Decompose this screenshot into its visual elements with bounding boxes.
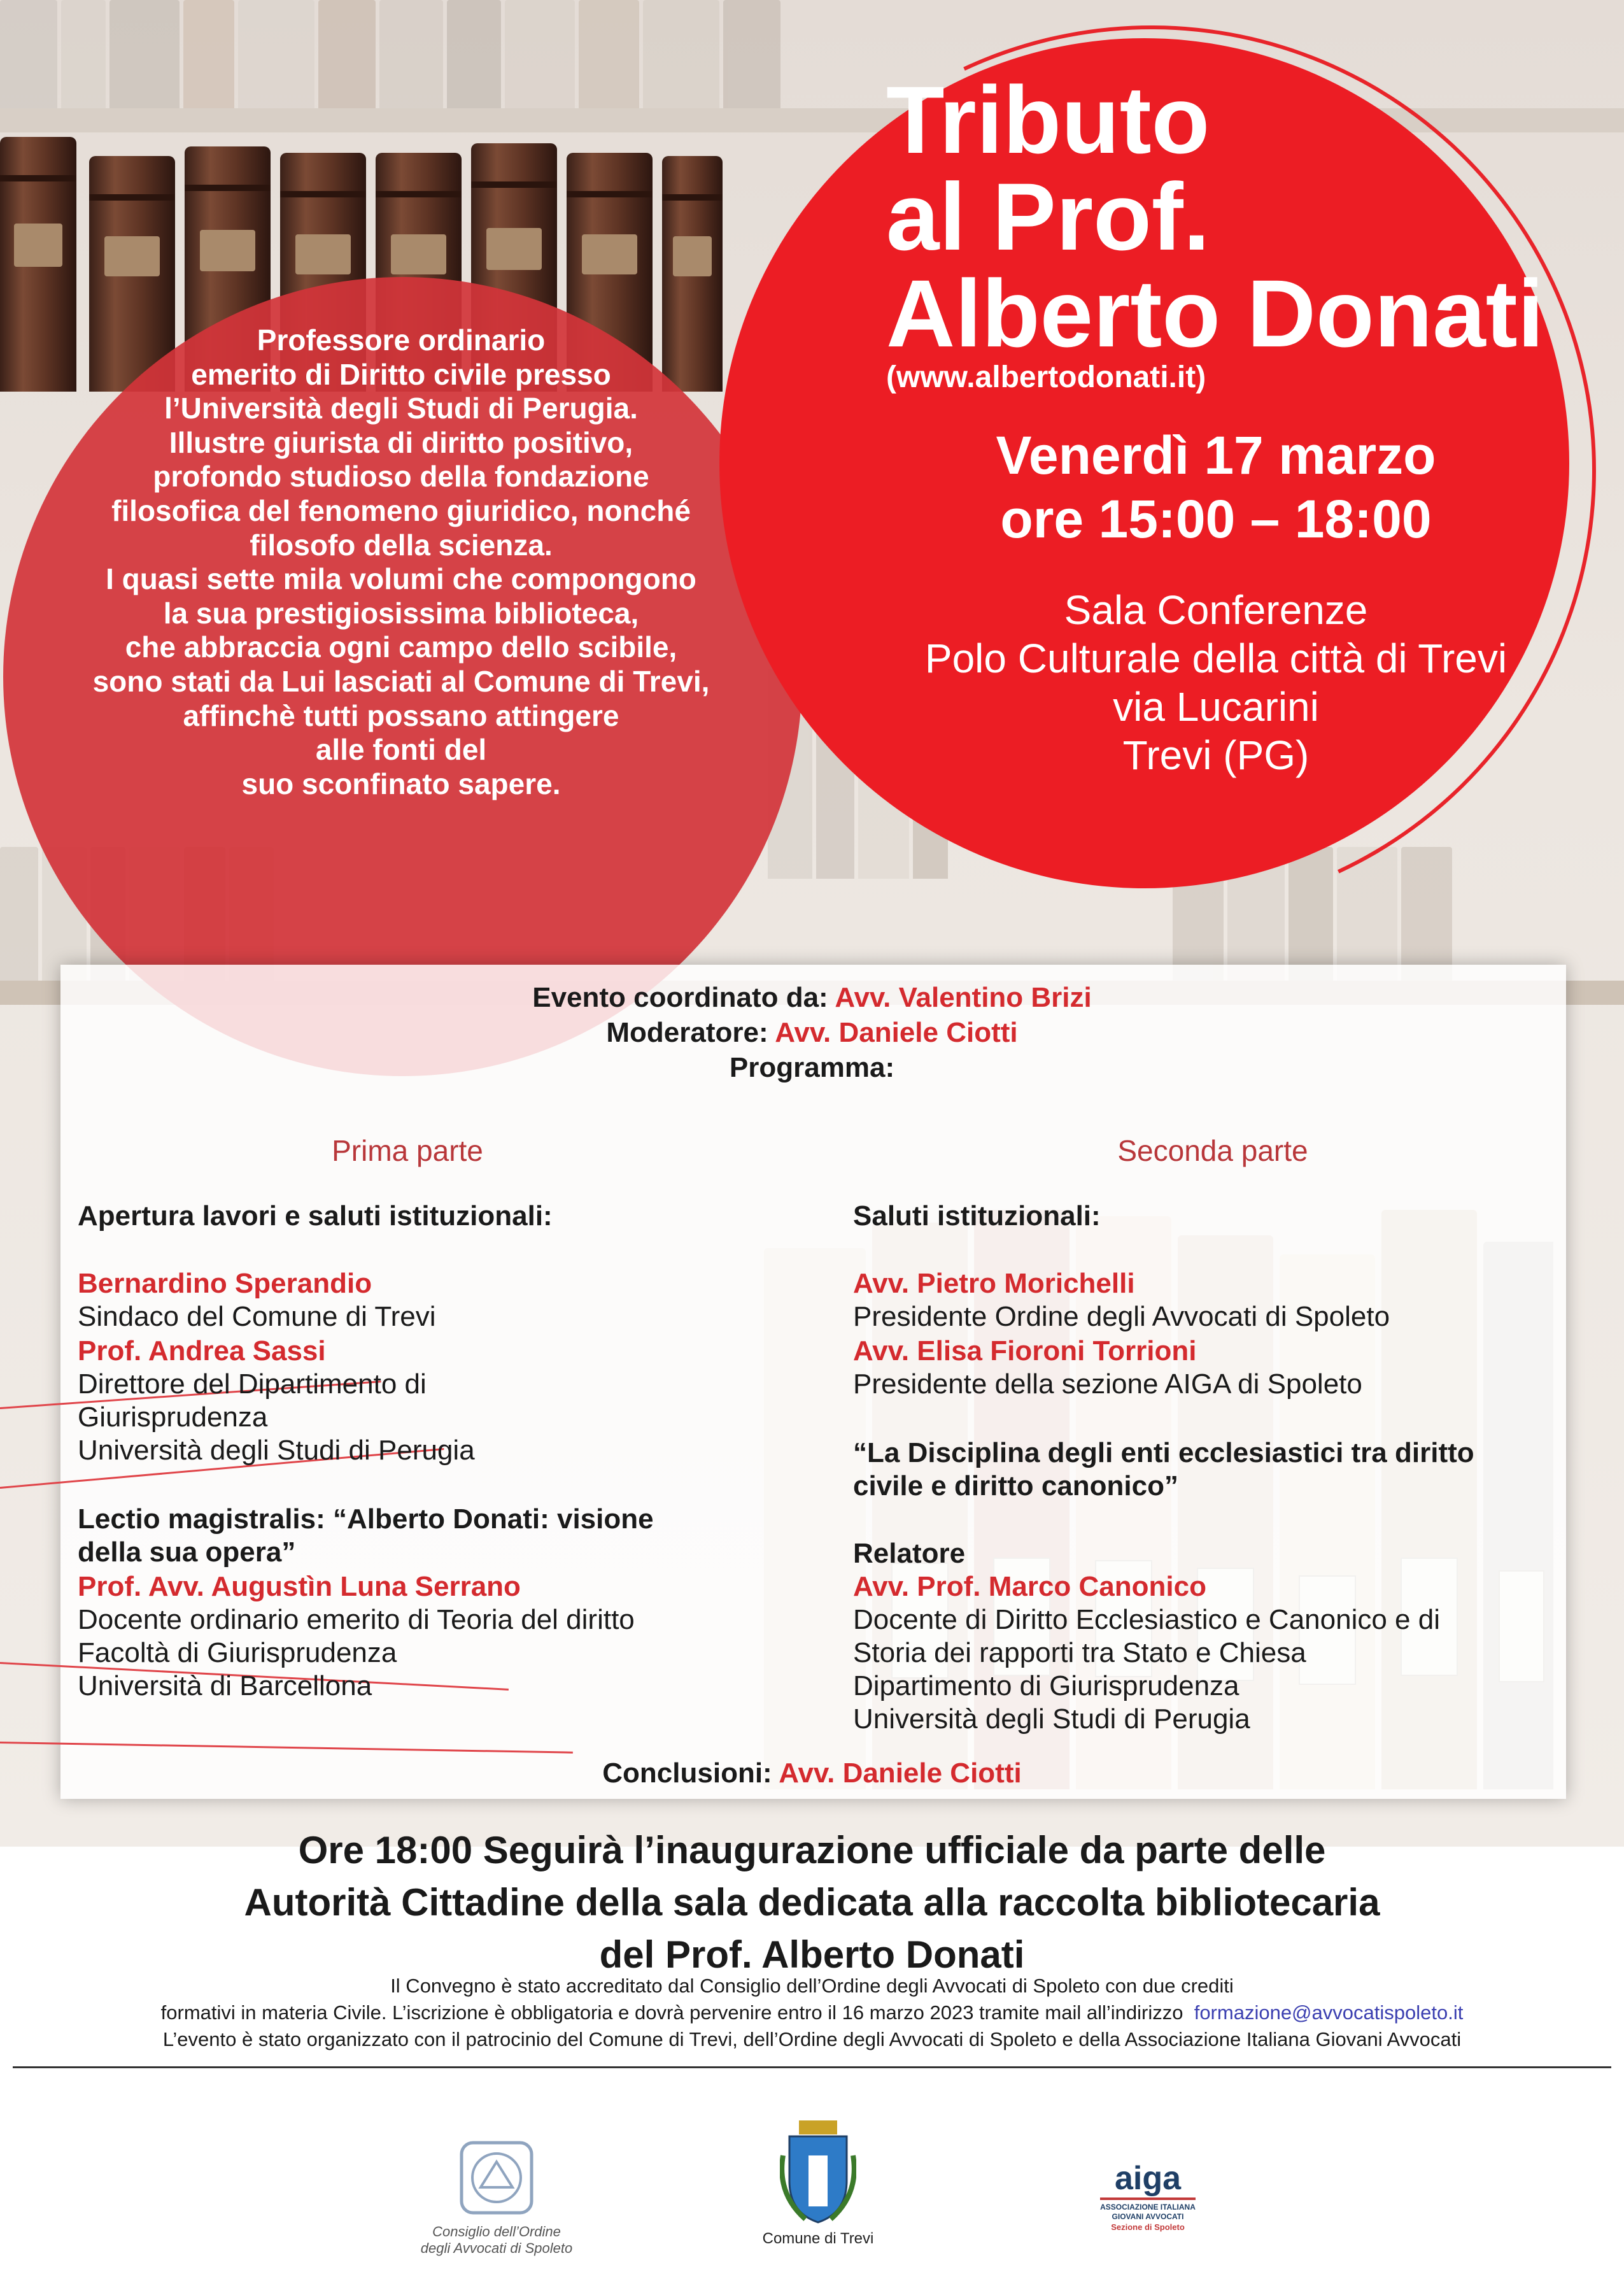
speaker-role: Dipartimento di Giurisprudenza bbox=[853, 1670, 1239, 1701]
opening-label: Apertura lavori e saluti istituzionali: bbox=[78, 1200, 553, 1232]
accreditation-note: Il Convegno è stato accreditato dal Consiglio dell’Ordine degli Avvocati di Spoleto con due crediti bbox=[390, 1975, 1234, 1997]
conclusions-line: Conclusioni: Avv. Daniele Ciotti bbox=[602, 1757, 1022, 1789]
program-label: Programma: bbox=[729, 1052, 895, 1083]
speaker-name: Prof. Avv. Augustìn Luna Serrano bbox=[78, 1571, 521, 1602]
trevi-caption: Comune di Trevi bbox=[762, 2230, 874, 2247]
speaker-role: Università degli Studi di Perugia bbox=[853, 1703, 1250, 1735]
speaker-role: Sindaco del Comune di Trevi bbox=[78, 1301, 436, 1332]
speaker-name: Bernardino Sperandio bbox=[78, 1268, 372, 1299]
registration-note: formativi in materia Civile. L’iscrizione è obbligatoria e dovrà pervenire entro il 16 marzo 2023 tramite mail all’indirizzo formazione@avvocatispoleto.it bbox=[160, 2001, 1464, 2024]
speaker-role: Storia dei rapporti tra Stato e Chiesa bbox=[853, 1637, 1306, 1668]
speaker-role: Docente ordinario emerito di Teoria del diritto bbox=[78, 1604, 635, 1635]
inauguration-notice: Ore 18:00 Seguirà l’inaugurazione ufficiale da parte delle Autorità Cittadine della sala dedicata alla raccolta bibliotecaria del Prof. Alberto Donati bbox=[244, 1829, 1380, 1976]
speaker-role: Docente di Diritto Ecclesiastico e Canonico e di bbox=[853, 1604, 1441, 1635]
greetings-label: Saluti istituzionali: bbox=[853, 1200, 1101, 1232]
speaker-role: Giurisprudenza bbox=[78, 1402, 268, 1433]
talk-title: “La Disciplina degli enti ecclesiastici tra diritto bbox=[853, 1437, 1474, 1468]
website-link[interactable]: (www.albertodonati.it) bbox=[886, 360, 1206, 394]
speaker-role: Università degli Studi di Perugia bbox=[78, 1435, 475, 1466]
first-part-heading: Prima parte bbox=[332, 1134, 483, 1167]
lectio-title: della sua opera” bbox=[78, 1537, 296, 1568]
speaker-name: Avv. Pietro Morichelli bbox=[853, 1268, 1135, 1299]
moderator-line: Moderatore: Avv. Daniele Ciotti bbox=[606, 1017, 1018, 1048]
speaker-role: Direttore del Dipartimento di bbox=[78, 1368, 427, 1400]
speaker-role: Università di Barcellona bbox=[78, 1670, 372, 1701]
lectio-title: Lectio magistralis: “Alberto Donati: visione bbox=[78, 1503, 654, 1535]
event-date: Venerdì 17 marzo bbox=[996, 425, 1436, 485]
footer-divider bbox=[13, 2066, 1611, 2068]
speaker-role: Presidente Ordine degli Avvocati di Spoleto bbox=[853, 1301, 1390, 1332]
moderator-name: Avv. Daniele Ciotti bbox=[775, 1017, 1018, 1048]
event-title: Tributo al Prof. Alberto Donati bbox=[886, 66, 1544, 367]
registration-email-link[interactable]: formazione@avvocatispoleto.it bbox=[1194, 2001, 1464, 2024]
coordinator-line: Evento coordinato da: Avv. Valentino Brizi bbox=[532, 982, 1092, 1013]
ordine-avvocati-caption: Consiglio dell’Ordine degli Avvocati di Spoleto bbox=[420, 2224, 573, 2256]
speaker-name: Avv. Prof. Marco Canonico bbox=[853, 1571, 1206, 1602]
conclusions-name: Avv. Daniele Ciotti bbox=[779, 1757, 1022, 1789]
speaker-role: Facoltà di Giurisprudenza bbox=[78, 1637, 397, 1668]
event-datetime bbox=[802, 423, 1624, 551]
event-venue: Sala Conferenze Polo Culturale della città di Trevi via Lucarini Trevi (PG) bbox=[924, 587, 1507, 778]
event-time: ore 15:00 – 18:00 bbox=[1000, 489, 1432, 549]
speaker-name: Prof. Andrea Sassi bbox=[78, 1335, 326, 1367]
aiga-logo: aiga ASSOCIAZIONE ITALIANA GIOVANI AVVOCATI Sezione di Spoleto bbox=[1100, 2160, 1196, 2232]
speaker-role: Presidente della sezione AIGA di Spoleto bbox=[853, 1368, 1362, 1400]
talk-title: civile e diritto canonico” bbox=[853, 1470, 1179, 1502]
speaker-name: Avv. Elisa Fioroni Torrioni bbox=[853, 1335, 1197, 1367]
coordinator-name: Avv. Valentino Brizi bbox=[835, 982, 1092, 1013]
ordine-avvocati-logo bbox=[455, 2136, 538, 2219]
patronage-note: L’evento è stato organizzato con il patrocinio del Comune di Trevi, dell’Ordine degli Avvocati di Spoleto e della Associazione Italiana Giovani Avvocati bbox=[162, 2028, 1462, 2050]
professor-bio: Professore ordinario emerito di Diritto civile presso l’Università degli Studi di Perugia. Illustre giurista di diritto positivo, profondo studioso della fondazione filosofica del fenomeno giuridico, nonché filosofo della scienza. I quasi sette mila volumi che compongono la sua prestigiosissima biblioteca, che abbraccia ogni campo dello scibile, sono stati da Lui lasciati al Comune di Trevi, affinchè tutti possano attingere alle fonti del suo sconfinato sapere. bbox=[92, 323, 710, 800]
trevi-coat-of-arms bbox=[780, 2117, 856, 2226]
second-part-heading: Seconda parte bbox=[1117, 1134, 1308, 1167]
relatore-label: Relatore bbox=[853, 1538, 966, 1569]
